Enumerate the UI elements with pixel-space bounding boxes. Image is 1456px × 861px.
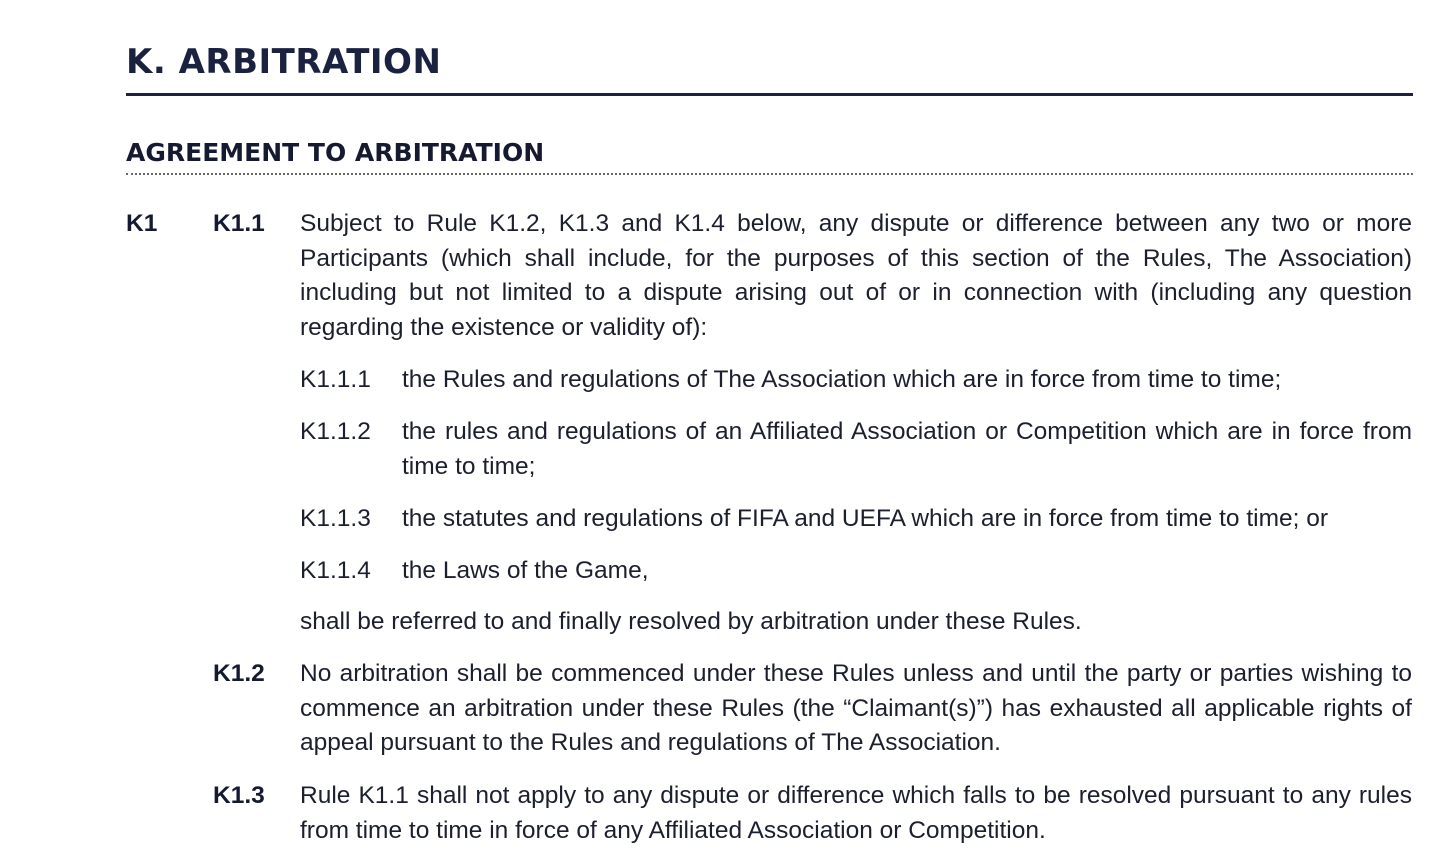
rule-k1-2-number: K1.2 bbox=[213, 660, 265, 687]
section-divider bbox=[126, 93, 1413, 96]
rule-k1-2-text: No arbitration shall be commenced under these Rules unless and until the party or parties wishing to commence an arbitration under these Rules (the “Claimant(s)”) has exhausted all applicable rights of appeal pursuant to the Rules and regulations of The Association. bbox=[300, 660, 1412, 756]
subitem-k1-1-3-number: K1.1.3 bbox=[300, 505, 371, 532]
subitem-k1-1-1-text: the Rules and regulations of The Association which are in force from time to time; bbox=[402, 366, 1282, 393]
subsection-title: AGREEMENT TO ARBITRATION bbox=[126, 138, 545, 167]
rule-k1-1-closing-text: shall be referred to and finally resolved by arbitration under these Rules. bbox=[300, 608, 1082, 635]
rule-k1-3-number: K1.3 bbox=[213, 782, 265, 809]
rule-k1-3-text: Rule K1.1 shall not apply to any dispute or difference which falls to be resolved pursuant to any rules from time to time in force of any Affiliated Association or Competition. bbox=[300, 782, 1412, 844]
subitem-k1-1-2-text: the rules and regulations of an Affiliated Association or Competition which are in force from time to time; bbox=[402, 418, 1412, 480]
section-title: K. ARBITRATION bbox=[126, 42, 442, 82]
rule-k1-1-number: K1.1 bbox=[213, 210, 265, 237]
rule-k1-1-text: Subject to Rule K1.2, K1.3 and K1.4 below, any dispute or difference between any two or more Participants (which shall include, for the purposes of this section of the Rules, The Association) including but not limited to a dispute arising out of or in connection with (including any question regarding the existence or validity of): bbox=[300, 210, 1412, 341]
rule-k1-label: K1 bbox=[126, 210, 158, 237]
subitem-k1-1-4-text: the Laws of the Game, bbox=[402, 557, 649, 584]
subitem-k1-1-4-number: K1.1.4 bbox=[300, 557, 371, 584]
subitem-k1-1-2-number: K1.1.2 bbox=[300, 418, 371, 445]
subsection-divider bbox=[126, 173, 1413, 175]
subitem-k1-1-1-number: K1.1.1 bbox=[300, 366, 371, 393]
subitem-k1-1-3-text: the statutes and regulations of FIFA and UEFA which are in force from time to time; or bbox=[402, 505, 1328, 532]
